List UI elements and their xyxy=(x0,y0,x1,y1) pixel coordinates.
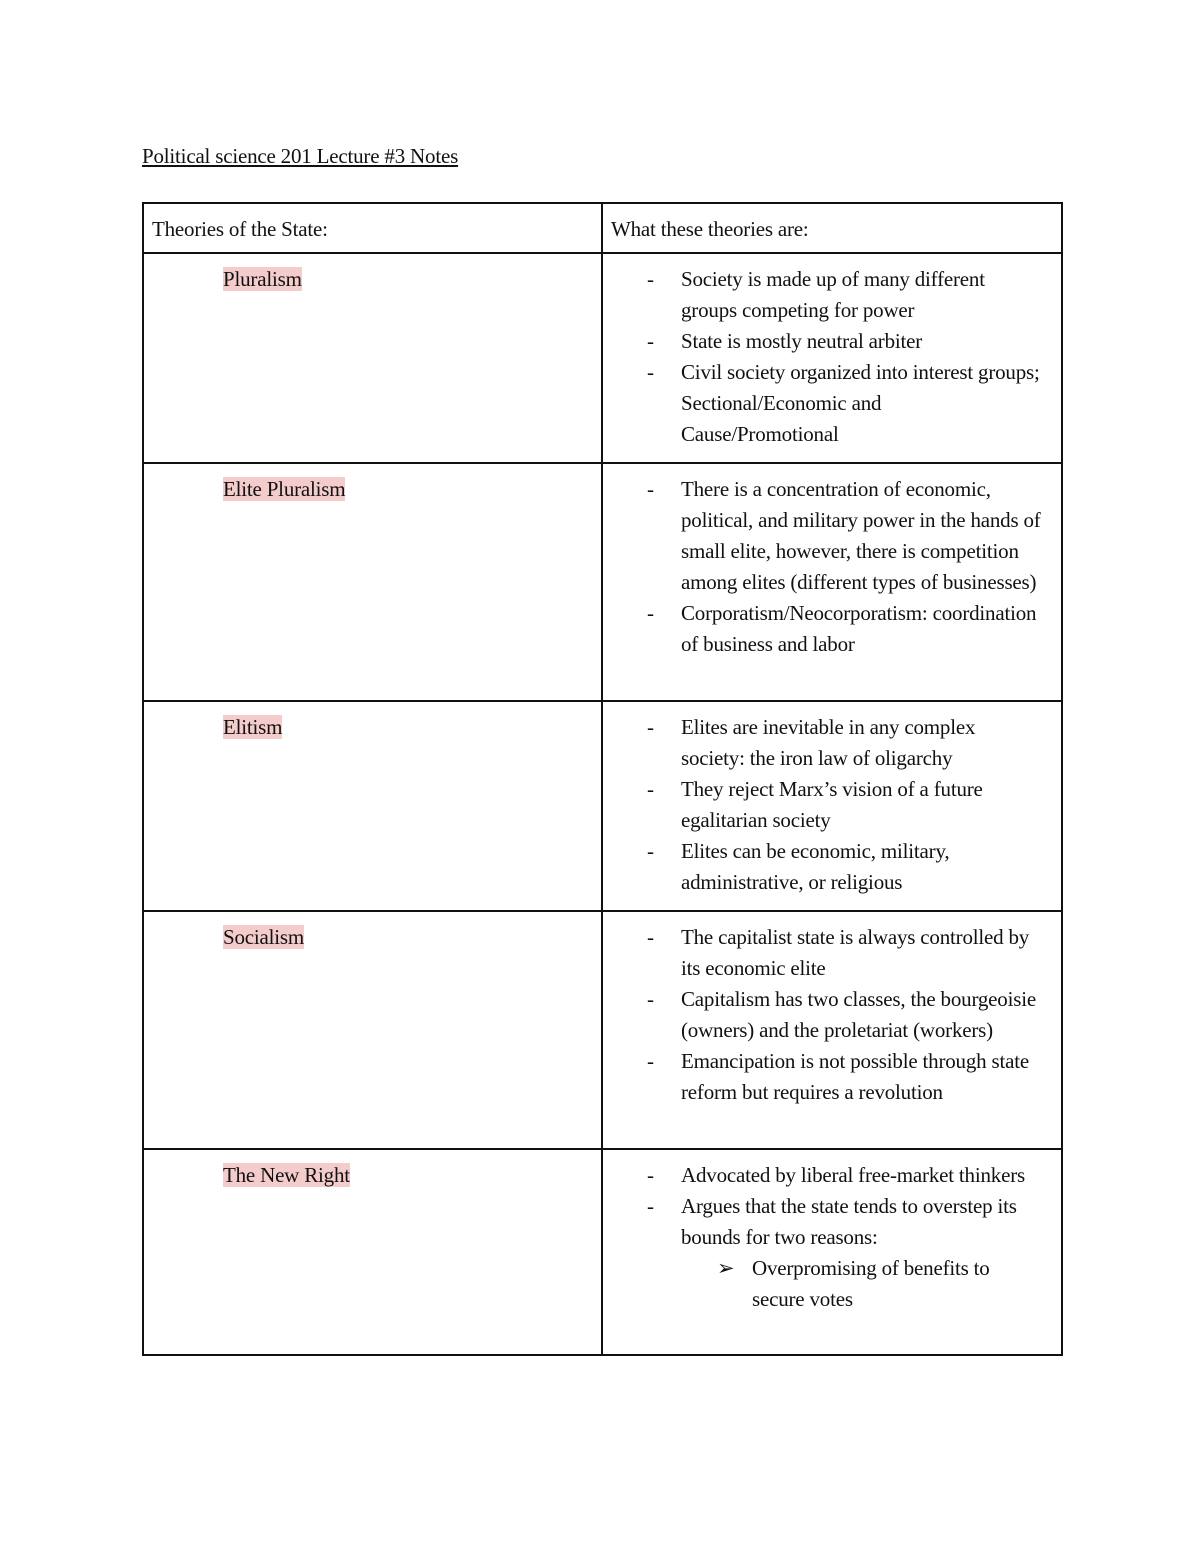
dash-bullet: - xyxy=(647,1194,654,1218)
dash-bullet: - xyxy=(647,601,654,625)
point-text: Advocated by liberal free-market thinkers xyxy=(681,1163,1025,1187)
dash-bullet: - xyxy=(647,839,654,863)
theory-cell xyxy=(143,463,602,701)
dash-bullet: - xyxy=(647,987,654,1011)
list-item xyxy=(603,922,1041,984)
bullet-list xyxy=(603,464,1061,672)
header-cell-descriptions xyxy=(602,203,1062,253)
point-text: They reject Marx’s vision of a future egalitarian society xyxy=(681,777,983,832)
list-item xyxy=(603,357,1041,450)
list-item xyxy=(603,1046,1041,1108)
header-theories-label: Theories of the State: xyxy=(152,217,328,241)
list-item xyxy=(603,836,1041,898)
page-title: Political science 201 Lecture #3 Notes xyxy=(142,144,459,168)
point-text: Civil society organized into interest groups; Sectional/Economic and Cause/Promotional xyxy=(681,360,1040,446)
theories-table xyxy=(142,202,1063,1356)
table-row-pluralism xyxy=(143,253,1062,463)
table-header-row xyxy=(143,203,1062,253)
header-descriptions-label: What these theories are: xyxy=(611,217,809,241)
theory-name-pluralism: Pluralism xyxy=(223,267,302,291)
table-row-socialism xyxy=(143,911,1062,1149)
theory-cell xyxy=(143,911,602,1149)
description-cell xyxy=(602,701,1062,911)
bullet-list xyxy=(603,1150,1061,1327)
theory-name-socialism: Socialism xyxy=(223,925,305,949)
point-text: Argues that the state tends to overstep its bounds for two reasons: xyxy=(681,1194,1017,1249)
dash-bullet: - xyxy=(647,1049,654,1073)
point-text: Emancipation is not possible through state reform but requires a revolution xyxy=(681,1049,1029,1104)
dash-bullet: - xyxy=(647,329,654,353)
arrow-bullet-icon: ➢ xyxy=(717,1256,735,1280)
dash-bullet: - xyxy=(647,267,654,291)
dash-bullet: - xyxy=(647,477,654,501)
bullet-list xyxy=(603,702,1061,910)
point-text: There is a concentration of economic, political, and military power in the hands of small elite, however, there is competition among elites (different types of businesses) xyxy=(681,477,1041,594)
sub-list-item xyxy=(681,1253,1041,1315)
point-text: Elites can be economic, military, administrative, or religious xyxy=(681,839,950,894)
theory-cell xyxy=(143,701,602,911)
table-row-elitism xyxy=(143,701,1062,911)
list-item xyxy=(603,474,1041,598)
description-cell xyxy=(602,253,1062,463)
table-row-new-right xyxy=(143,1149,1062,1355)
theory-name-elitism: Elitism xyxy=(223,715,283,739)
list-item xyxy=(603,984,1041,1046)
point-text: Corporatism/Neocorporatism: coordination of business and labor xyxy=(681,601,1037,656)
description-cell xyxy=(602,1149,1062,1355)
theory-cell xyxy=(143,1149,602,1355)
list-item xyxy=(603,264,1041,326)
point-text: State is mostly neutral arbiter xyxy=(681,329,923,353)
point-text: Capitalism has two classes, the bourgeoisie (owners) and the proletariat (workers) xyxy=(681,987,1036,1042)
sub-bullet-list xyxy=(681,1253,1041,1315)
point-text: The capitalist state is always controlled by its economic elite xyxy=(681,925,1030,980)
subpoint-text: Overpromising of benefits to secure votes xyxy=(752,1256,990,1311)
list-item xyxy=(603,1191,1041,1315)
dash-bullet: - xyxy=(647,360,654,384)
list-item xyxy=(603,1160,1041,1191)
point-text: Society is made up of many different groups competing for power xyxy=(681,267,985,322)
list-item xyxy=(603,326,1041,357)
description-cell xyxy=(602,463,1062,701)
theory-cell xyxy=(143,253,602,463)
table-row-elite-pluralism xyxy=(143,463,1062,701)
theory-name-elite-pluralism: Elite Pluralism xyxy=(223,477,346,501)
dash-bullet: - xyxy=(647,1163,654,1187)
bullet-list xyxy=(603,254,1061,462)
dash-bullet: - xyxy=(647,777,654,801)
bullet-list xyxy=(603,912,1061,1120)
dash-bullet: - xyxy=(647,715,654,739)
theory-name-new-right: The New Right xyxy=(223,1163,350,1187)
point-text: Elites are inevitable in any complex society: the iron law of oligarchy xyxy=(681,715,976,770)
description-cell xyxy=(602,911,1062,1149)
dash-bullet: - xyxy=(647,925,654,949)
list-item xyxy=(603,774,1041,836)
list-item xyxy=(603,712,1041,774)
list-item xyxy=(603,598,1041,660)
header-cell-theories xyxy=(143,203,602,253)
